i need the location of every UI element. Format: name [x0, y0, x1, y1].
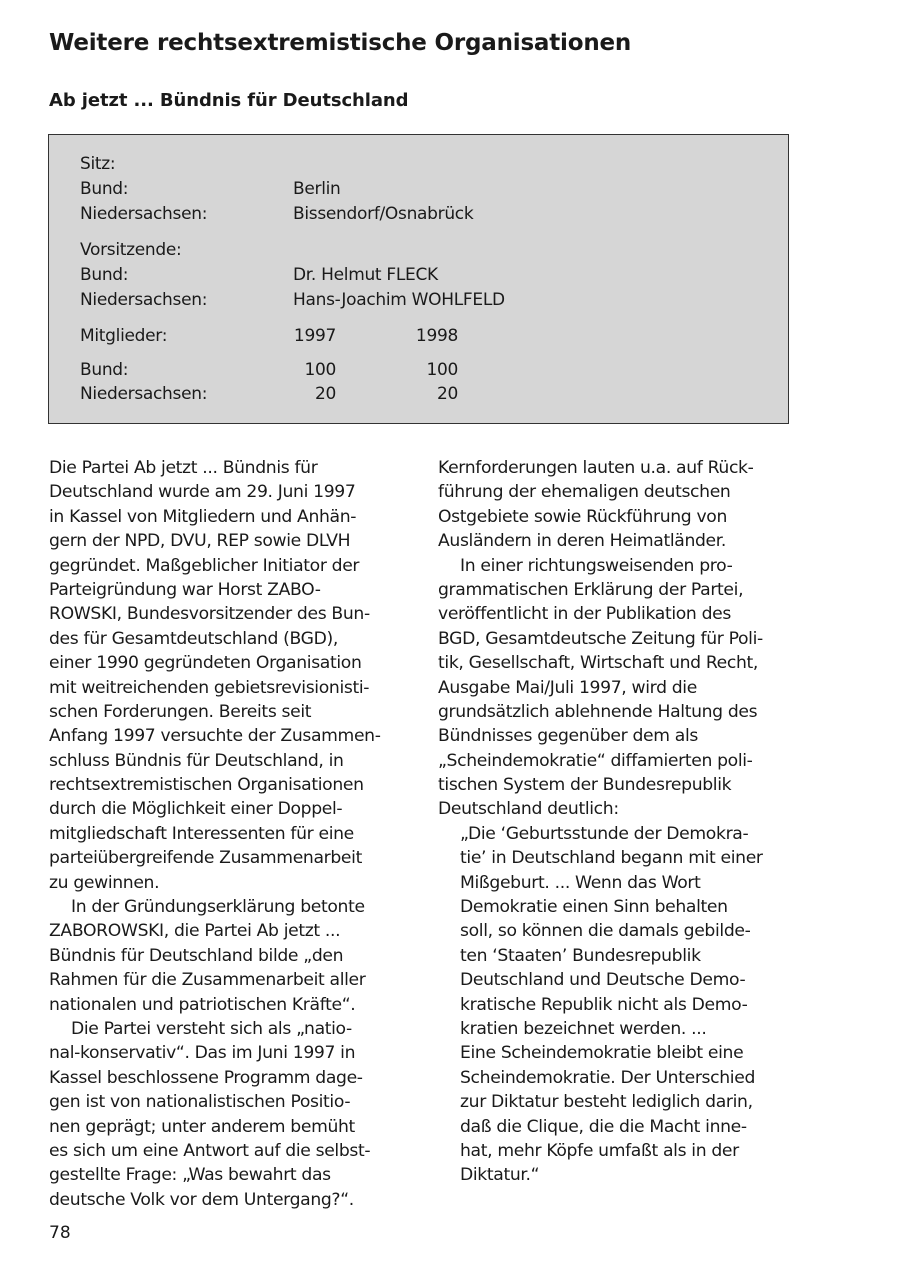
year-1998-header: 1998 [415, 326, 458, 346]
text-line: Rahmen für die Zusammenarbeit aller [49, 970, 366, 991]
mitglieder-bund-1997: 100 [304, 360, 336, 380]
text-line: hat, mehr Köpfe umfaßt als in der [460, 1140, 739, 1161]
text-line: Ausgabe Mai/Juli 1997, wird die [438, 677, 697, 698]
text-line: nationalen und patriotischen Kräfte“. [49, 994, 356, 1015]
text-line: führung der ehemaligen deutschen [438, 482, 731, 503]
text-line: Demokratie einen Sinn behalten [460, 897, 728, 918]
text-line: Deutschland deutlich: [438, 799, 619, 820]
text-line: „Die ‘Geburtsstunde der Demokra- [460, 823, 749, 844]
text-line: schen Forderungen. Bereits seit [49, 701, 312, 722]
text-line: zur Diktatur besteht lediglich darin, [460, 1092, 753, 1113]
text-line: Scheindemokratie. Der Unterschied [460, 1067, 756, 1088]
text-line: tie’ in Deutschland begann mit einer [460, 848, 763, 869]
text-line: grammatischen Erklärung der Partei, [438, 579, 744, 600]
text-line: es sich um eine Antwort auf die selbst- [49, 1140, 371, 1161]
text-line: zu gewinnen. [49, 872, 160, 893]
mitglieder-niedersachsen-1997: 20 [314, 384, 336, 404]
text-line: Die Partei Ab jetzt ... Bündnis für [49, 458, 318, 478]
text-line: Ostgebiete sowie Rückführung von [438, 506, 727, 527]
text-line: gern der NPD, DVU, REP sowie DLVH [49, 531, 351, 552]
text-line: daß die Clique, die die Macht inne- [460, 1116, 747, 1137]
vorsitz-niedersachsen-value: Hans-Joachim WOHLFELD [293, 290, 505, 310]
text-line: Diktatur.“ [460, 1165, 540, 1186]
text-line: Kernforderungen lauten u.a. auf Rück- [438, 458, 754, 478]
text-line: Bündnisses gegenüber dem als [438, 726, 698, 747]
text-line: in Kassel von Mitgliedern und Anhän- [49, 506, 357, 527]
mitglieder-niedersachsen-1998: 20 [436, 384, 458, 404]
text-line: tik, Gesellschaft, Wirtschaft und Recht, [438, 653, 759, 674]
page-number: 78 [49, 1223, 71, 1243]
text-line: In der Gründungserklärung betonte [71, 897, 365, 918]
sitz-bund-value: Berlin [293, 179, 341, 199]
text-line: mit weitreichenden gebietsrevisionisti- [49, 677, 370, 698]
text-line: Kassel beschlossene Programm dage- [49, 1067, 363, 1088]
sitz-bund-label: Bund: [80, 179, 129, 199]
text-line: ZABOROWSKI, die Partei Ab jetzt ... [49, 921, 341, 942]
text-line: durch die Möglichkeit einer Doppel- [49, 799, 343, 820]
text-line: kratische Republik nicht als Demo- [460, 994, 748, 1015]
text-line: In einer richtungsweisenden pro- [460, 555, 733, 576]
text-line: schluss Bündnis für Deutschland, in [49, 750, 344, 771]
section-title: Ab jetzt ... Bündnis für Deutschland [49, 90, 409, 111]
text-line: gestellte Frage: „Was bewahrt das [49, 1165, 331, 1186]
text-line: parteiübergreifende Zusammenarbeit [49, 848, 362, 869]
text-line: soll, so können die damals gebilde- [460, 921, 751, 942]
text-line: deutsche Volk vor dem Untergang?“. [49, 1189, 354, 1210]
text-line: Eine Scheindemokratie bleibt eine [460, 1043, 744, 1064]
text-line: rechtsextremistischen Organisationen [49, 775, 364, 796]
text-line: ten ‘Staaten’ Bundesrepublik [460, 945, 701, 966]
sitz-niedersachsen-value: Bissendorf/Osnabrück [293, 204, 474, 224]
text-line: nen geprägt; unter anderem bemüht [49, 1116, 355, 1137]
text-line: ROWSKI, Bundesvorsitzender des Bun- [49, 604, 370, 625]
text-line: mitgliedschaft Interessenten für eine [49, 823, 354, 844]
text-line: veröffentlicht in der Publikation des [438, 604, 731, 625]
text-line: Parteigründung war Horst ZABO- [49, 579, 321, 600]
body-column-right [438, 456, 798, 1188]
mitglieder-bund-label: Bund: [80, 360, 129, 380]
text-line: gen ist von nationalistischen Positio- [49, 1092, 351, 1113]
page-title: Weitere rechtsextremistische Organisationen [49, 30, 632, 56]
text-line: einer 1990 gegründeten Organisation [49, 653, 362, 674]
text-line: Die Partei versteht sich als „natio- [71, 1018, 352, 1039]
text-line: nal-konservativ“. Das im Juni 1997 in [49, 1043, 356, 1064]
text-line: gegründet. Maßgeblicher Initiator der [49, 555, 360, 576]
mitglieder-niedersachsen-label: Niedersachsen: [80, 384, 208, 404]
text-line: kratien bezeichnet werden. ... [460, 1018, 707, 1039]
text-line: Deutschland und Deutsche Demo- [460, 970, 746, 991]
text-line: tischen System der Bundesrepublik [438, 775, 732, 796]
vorsitz-bund-value: Dr. Helmut FLECK [293, 265, 438, 285]
organization-info-box [48, 134, 789, 424]
text-line: BGD, Gesamtdeutsche Zeitung für Poli- [438, 628, 763, 649]
mitglieder-label: Mitglieder: [80, 326, 168, 346]
vorsitz-niedersachsen-label: Niedersachsen: [80, 290, 208, 310]
vorsitz-bund-label: Bund: [80, 265, 129, 285]
text-line: „Scheindemokratie“ diffamierten poli- [438, 750, 753, 771]
text-line: Anfang 1997 versuchte der Zusammen- [49, 726, 381, 747]
text-line: des für Gesamtdeutschland (BGD), [49, 628, 338, 649]
text-line: Ausländern in deren Heimatländer. [438, 531, 727, 552]
body-column-left [49, 456, 409, 1212]
sitz-niedersachsen-label: Niedersachsen: [80, 204, 208, 224]
text-line: grundsätzlich ablehnende Haltung des [438, 701, 758, 722]
sitz-label: Sitz: [80, 154, 116, 174]
text-line: Mißgeburt. ... Wenn das Wort [460, 872, 701, 893]
year-1997-header: 1997 [293, 326, 336, 346]
vorsitz-label: Vorsitzende: [80, 240, 182, 260]
text-line: Deutschland wurde am 29. Juni 1997 [49, 482, 356, 503]
text-line: Bündnis für Deutschland bilde „den [49, 945, 344, 966]
mitglieder-bund-1998: 100 [426, 360, 458, 380]
